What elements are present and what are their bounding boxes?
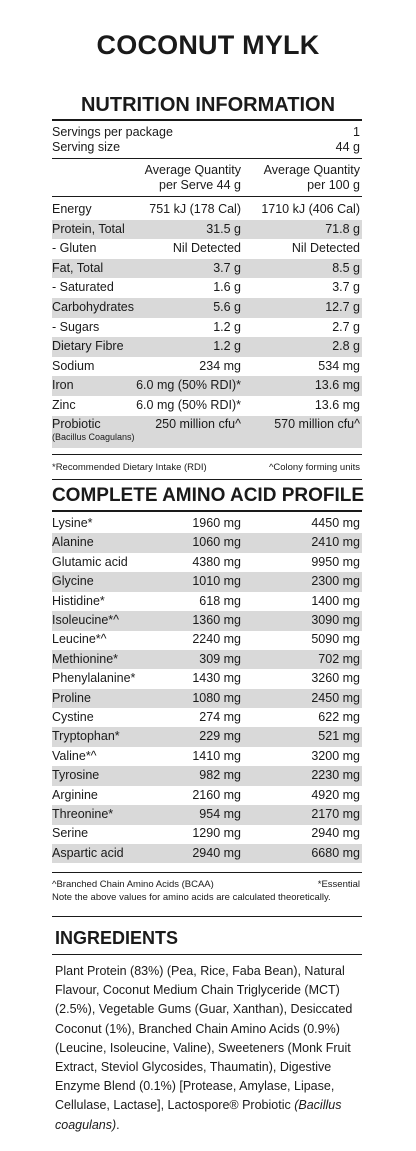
per-serve-value: 309 mg	[199, 651, 241, 666]
serving-size-row	[52, 140, 362, 155]
table-row	[52, 514, 362, 534]
table-row	[52, 337, 362, 357]
ingredients-heading-rule	[52, 954, 362, 955]
per-serve-value: 2240 mg	[192, 632, 241, 647]
per-100g-value: 5090 mg	[311, 632, 360, 647]
per-serve-value: 1360 mg	[192, 613, 241, 627]
header-divider	[52, 196, 362, 197]
row-label: Alanine	[52, 535, 94, 550]
row-label: Valine*^	[52, 748, 97, 763]
table-row	[52, 553, 362, 573]
row-label: Methionine*	[52, 651, 119, 666]
table-row	[52, 805, 362, 825]
per-serve-value: 4380 mg	[192, 554, 241, 569]
per-100g-value: 534 mg	[318, 358, 360, 373]
row-label: Carbohydrates	[52, 300, 134, 314]
row-label: Threonine*	[52, 807, 114, 821]
table-row	[52, 669, 362, 689]
row-label: Glutamic acid	[52, 554, 128, 569]
per-100g-value: 2230 mg	[311, 768, 360, 783]
per-serve-value: 250 million cfu^	[155, 416, 241, 431]
per-100g-value: 2940 mg	[311, 826, 360, 841]
ingredients-top-rule	[52, 916, 362, 917]
serving-size-label: Serving size	[52, 140, 121, 154]
row-label: Dietary Fibre	[52, 339, 124, 354]
ingredients-end: .	[116, 1117, 120, 1132]
ingredients-list: Plant Protein (83%) (Pea, Rice, Faba Bean), Natural Flavour, Coconut Medium Chain Triglyceride (MCT) (2.5%), Vegetable Gums (Guar, Xanthan), Desiccated Coconut (1%), Branched Chain Amino Acids (0.9%) (Leucine, Isoleucine, Valine), Sweeteners (Monk Fruit Extract, Steviol Glycosides, Thaumatin), Digestive Enzyme Blend (0.1%) [Protease, Amylase, Lipase, Cellulase, Lactase], Lactospore® Probiotic	[55, 964, 353, 1113]
amino-top-rule	[52, 479, 362, 480]
per-100g-value: 1400 mg	[311, 593, 360, 608]
per-serve-value: 31.5 g	[206, 221, 241, 236]
row-label: Sodium	[52, 358, 95, 373]
table-row	[52, 318, 362, 338]
col-100-header-line2: per 100 g	[307, 178, 360, 192]
per-serve-value: 1960 mg	[192, 516, 241, 530]
per-100g-value: 570 million cfu^	[274, 416, 360, 431]
per-100g-value: 71.8 g	[325, 221, 360, 236]
servings-value: 1	[353, 125, 360, 139]
per-serve-value: 229 mg	[199, 729, 241, 744]
per-100g-value: 6680 mg	[311, 845, 360, 860]
amino-footnote-right: *Essential	[317, 879, 360, 890]
table-row	[52, 766, 362, 786]
table-row	[52, 298, 362, 318]
per-serve-value: 6.0 mg (50% RDI)*	[136, 378, 241, 393]
row-label: Leucine*^	[52, 632, 107, 647]
row-label: Lysine*	[52, 516, 93, 530]
table-row	[52, 727, 362, 747]
amino-heading: COMPLETE AMINO ACID PROFILE	[51, 485, 365, 506]
table-row	[52, 572, 362, 592]
per-100g-value: 4450 mg	[311, 516, 360, 530]
table-row	[52, 533, 362, 553]
per-100g-value: 521 mg	[318, 729, 360, 744]
table-row	[52, 357, 362, 377]
table-row	[52, 844, 362, 864]
table-row	[52, 611, 362, 631]
nutrition-top-rule	[52, 119, 362, 121]
per-serve-value: 982 mg	[199, 768, 241, 783]
servings-divider	[52, 158, 362, 159]
per-serve-value: 618 mg	[199, 593, 241, 608]
table-row	[52, 278, 362, 298]
table-row	[52, 200, 362, 220]
per-serve-value: 3.7 g	[213, 260, 241, 275]
per-100g-value: 702 mg	[318, 651, 360, 666]
row-label: Isoleucine*^	[52, 613, 120, 627]
per-100g-value: 3200 mg	[311, 748, 360, 763]
per-100g-value: 2.8 g	[332, 339, 360, 354]
per-100g-value: 13.6 mg	[314, 398, 360, 412]
row-sublabel: (Bacillus Coagulans)	[52, 431, 135, 442]
per-serve-value: 751 kJ (178 Cal)	[149, 202, 241, 216]
table-row	[52, 747, 362, 767]
per-serve-value: 2940 mg	[192, 845, 241, 860]
per-serve-value: 274 mg	[199, 710, 241, 724]
table-row	[52, 376, 362, 396]
row-label: Energy	[52, 202, 92, 216]
col-serve-header-line2: per Serve 44 g	[159, 178, 241, 192]
nutrition-footnote-right: ^Colony forming units	[268, 462, 360, 473]
per-serve-value: 1430 mg	[192, 671, 241, 686]
ingredients-heading: INGREDIENTS	[55, 928, 179, 948]
table-row	[52, 630, 362, 650]
servings-per-package-row	[52, 125, 362, 140]
table-row	[52, 239, 362, 259]
amino-footnote-note: Note the above values for amino acids are calculated theoretically.	[52, 892, 331, 903]
table-row	[52, 259, 362, 279]
per-100g-value: 3090 mg	[311, 613, 360, 627]
amino-bottom-rule	[52, 872, 362, 873]
per-serve-value: 1.2 g	[213, 339, 241, 354]
row-label: - Gluten	[52, 241, 97, 256]
nutrition-heading: NUTRITION INFORMATION	[80, 94, 336, 116]
nutrition-bottom-rule	[52, 454, 362, 455]
row-label: Cystine	[52, 710, 94, 724]
table-row	[52, 650, 362, 670]
per-serve-value: 1010 mg	[192, 574, 241, 589]
per-100g-value: 622 mg	[318, 710, 360, 724]
per-serve-value: 1290 mg	[192, 826, 241, 841]
row-label: Fat, Total	[52, 260, 104, 275]
row-label: Tyrosine	[52, 768, 100, 783]
per-100g-value: 3.7 g	[332, 280, 360, 295]
table-row	[52, 824, 362, 844]
per-serve-value: 1080 mg	[192, 690, 241, 705]
row-label: Zinc	[52, 398, 76, 412]
per-100g-value: Nil Detected	[291, 241, 360, 256]
row-label: Phenylalanine*	[52, 671, 136, 686]
per-serve-value: 2160 mg	[192, 787, 241, 802]
product-title: COCONUT MYLK	[96, 30, 320, 60]
row-label: Protein, Total	[52, 221, 125, 236]
per-100g-value: 13.6 mg	[314, 378, 360, 393]
per-100g-value: 12.7 g	[325, 300, 360, 314]
row-label: Arginine	[52, 787, 98, 802]
per-100g-value: 2170 mg	[311, 807, 360, 821]
table-row	[52, 220, 362, 240]
amino-heading-rule	[52, 510, 362, 512]
per-100g-value: 2450 mg	[311, 690, 360, 705]
ingredients-italic: (Bacillus coagulans)	[55, 1098, 342, 1132]
nutrition-footnote-left: *Recommended Dietary Intake (RDI)	[52, 462, 207, 473]
table-row	[52, 592, 362, 612]
row-label: Probiotic (Bacillus Coagulans)	[52, 416, 135, 442]
per-100g-value: 2.7 g	[332, 319, 360, 334]
row-label: - Sugars	[52, 319, 100, 334]
row-label: Serine	[52, 826, 89, 841]
per-100g-value: 8.5 g	[332, 260, 360, 275]
per-serve-value: 1060 mg	[192, 535, 241, 550]
amino-footnote-left: ^Branched Chain Amino Acids (BCAA)	[52, 879, 214, 890]
per-serve-value: Nil Detected	[172, 241, 241, 256]
per-100g-value: 2410 mg	[311, 535, 360, 550]
table-row	[52, 416, 362, 448]
per-serve-value: 1.2 g	[213, 319, 241, 334]
per-serve-value: 234 mg	[199, 358, 241, 373]
servings-label: Servings per package	[52, 125, 173, 139]
per-100g-value: 3260 mg	[311, 671, 360, 686]
row-label: Histidine*	[52, 593, 105, 608]
row-label: Proline	[52, 690, 91, 705]
per-serve-value: 6.0 mg (50% RDI)*	[136, 398, 241, 412]
col-100-header-line1: Average Quantity	[263, 163, 360, 177]
per-100g-value: 4920 mg	[311, 787, 360, 802]
column-headers	[52, 162, 362, 196]
table-row	[52, 708, 362, 728]
per-serve-value: 954 mg	[199, 807, 241, 821]
serving-size-value: 44 g	[335, 140, 360, 154]
row-label: Iron	[52, 378, 74, 393]
row-label: - Saturated	[52, 280, 114, 295]
row-label: Glycine	[52, 574, 94, 589]
row-label: Aspartic acid	[52, 845, 124, 860]
per-serve-value: 1.6 g	[213, 280, 241, 295]
row-label: Tryptophan*	[52, 729, 120, 744]
table-row	[52, 786, 362, 806]
per-100g-value: 2300 mg	[311, 574, 360, 589]
per-100g-value: 1710 kJ (406 Cal)	[261, 202, 360, 216]
table-row	[52, 689, 362, 709]
per-serve-value: 1410 mg	[192, 748, 241, 763]
ingredients-text	[55, 962, 355, 1135]
table-row	[52, 396, 362, 416]
per-100g-value: 9950 mg	[311, 554, 360, 569]
col-serve-header-line1: Average Quantity	[144, 163, 241, 177]
per-serve-value: 5.6 g	[213, 300, 241, 314]
